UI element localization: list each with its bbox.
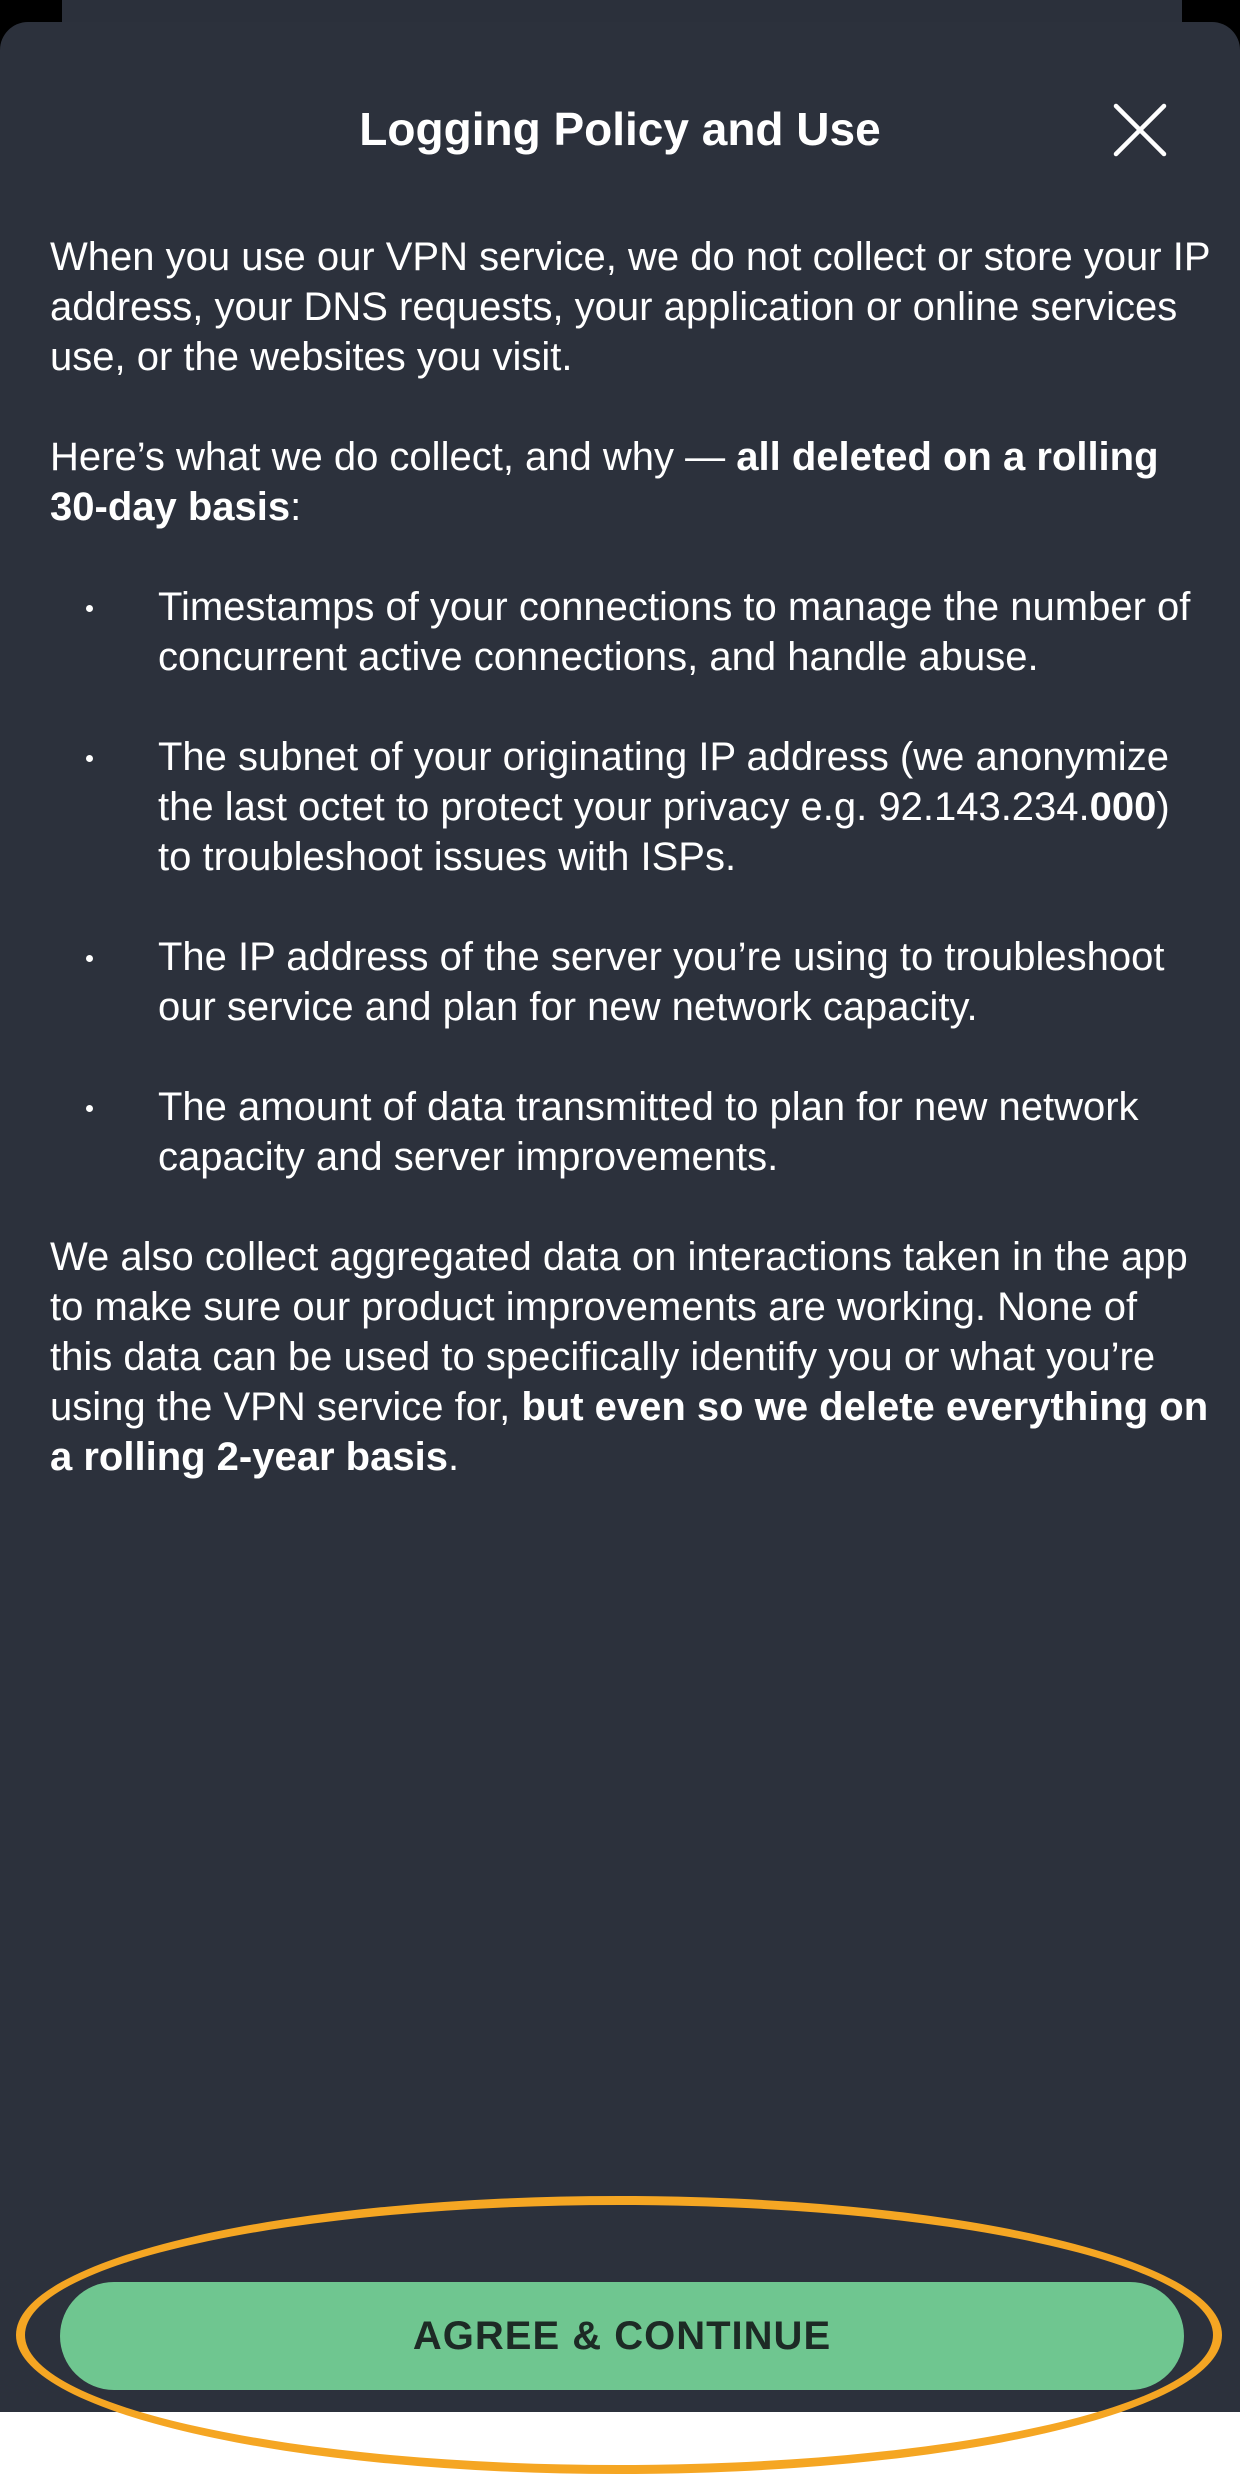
- collect-lead-text: Here’s what we do collect, and why —: [50, 435, 737, 479]
- list-item-text-end: ) to troubleshoot issues with ISPs.: [158, 785, 1170, 879]
- sheet-header: [0, 84, 1240, 174]
- list-item-text: Timestamps of your connections to manage the number of concurrent active connections, and handle abuse.: [158, 585, 1191, 679]
- bullet-dot-icon: [86, 755, 93, 762]
- list-item-text: The amount of data transmitted to plan for new network capacity and server improvements.: [158, 1085, 1139, 1179]
- bullet-dot-icon: [86, 1105, 93, 1112]
- bottom-safe-area: [0, 2412, 1240, 2492]
- page-title: Logging Policy and Use: [359, 103, 881, 155]
- collected-data-list: [50, 582, 1210, 1182]
- policy-intro-text: When you use our VPN service, we do not collect or store your IP address, your DNS requests, your application or online services use, or the websites you visit.: [50, 235, 1210, 379]
- collect-lead-bold: all deleted on a rolling 30-day basis: [50, 435, 1159, 529]
- agree-continue-button[interactable]: AGREE & CONTINUE: [60, 2282, 1184, 2390]
- collect-lead: [50, 432, 1210, 532]
- list-item-text: The subnet of your originating IP address (we anonymize the last octet to protect your privacy e.g. 92.143.234.: [158, 735, 1169, 829]
- aggregated-text: We also collect aggregated data on interactions taken in the app to make sure our product improvements are working. None of this data can be used to specifically identify you or what you’re using the VPN service for,: [50, 1235, 1188, 1429]
- list-item: [50, 732, 1210, 882]
- bullet-dot-icon: [86, 955, 93, 962]
- collect-lead-end: :: [290, 485, 302, 529]
- list-item: [50, 582, 1210, 682]
- aggregated-end: .: [447, 1435, 460, 1479]
- policy-intro: [50, 232, 1210, 382]
- aggregated-bold: but even so we delete everything on a rolling 2-year basis: [50, 1385, 1209, 1479]
- list-item-text: The IP address of the server you’re using to troubleshoot our service and plan for new network capacity.: [158, 935, 1165, 1029]
- policy-content: [50, 232, 1210, 1532]
- list-item-bold: 000: [1089, 785, 1157, 829]
- close-icon: [1108, 98, 1172, 162]
- aggregated-data-paragraph: [50, 1232, 1210, 1482]
- list-item: [50, 932, 1210, 1032]
- bullet-dot-icon: [86, 605, 93, 612]
- list-item: [50, 1082, 1210, 1182]
- close-button[interactable]: [1108, 98, 1172, 162]
